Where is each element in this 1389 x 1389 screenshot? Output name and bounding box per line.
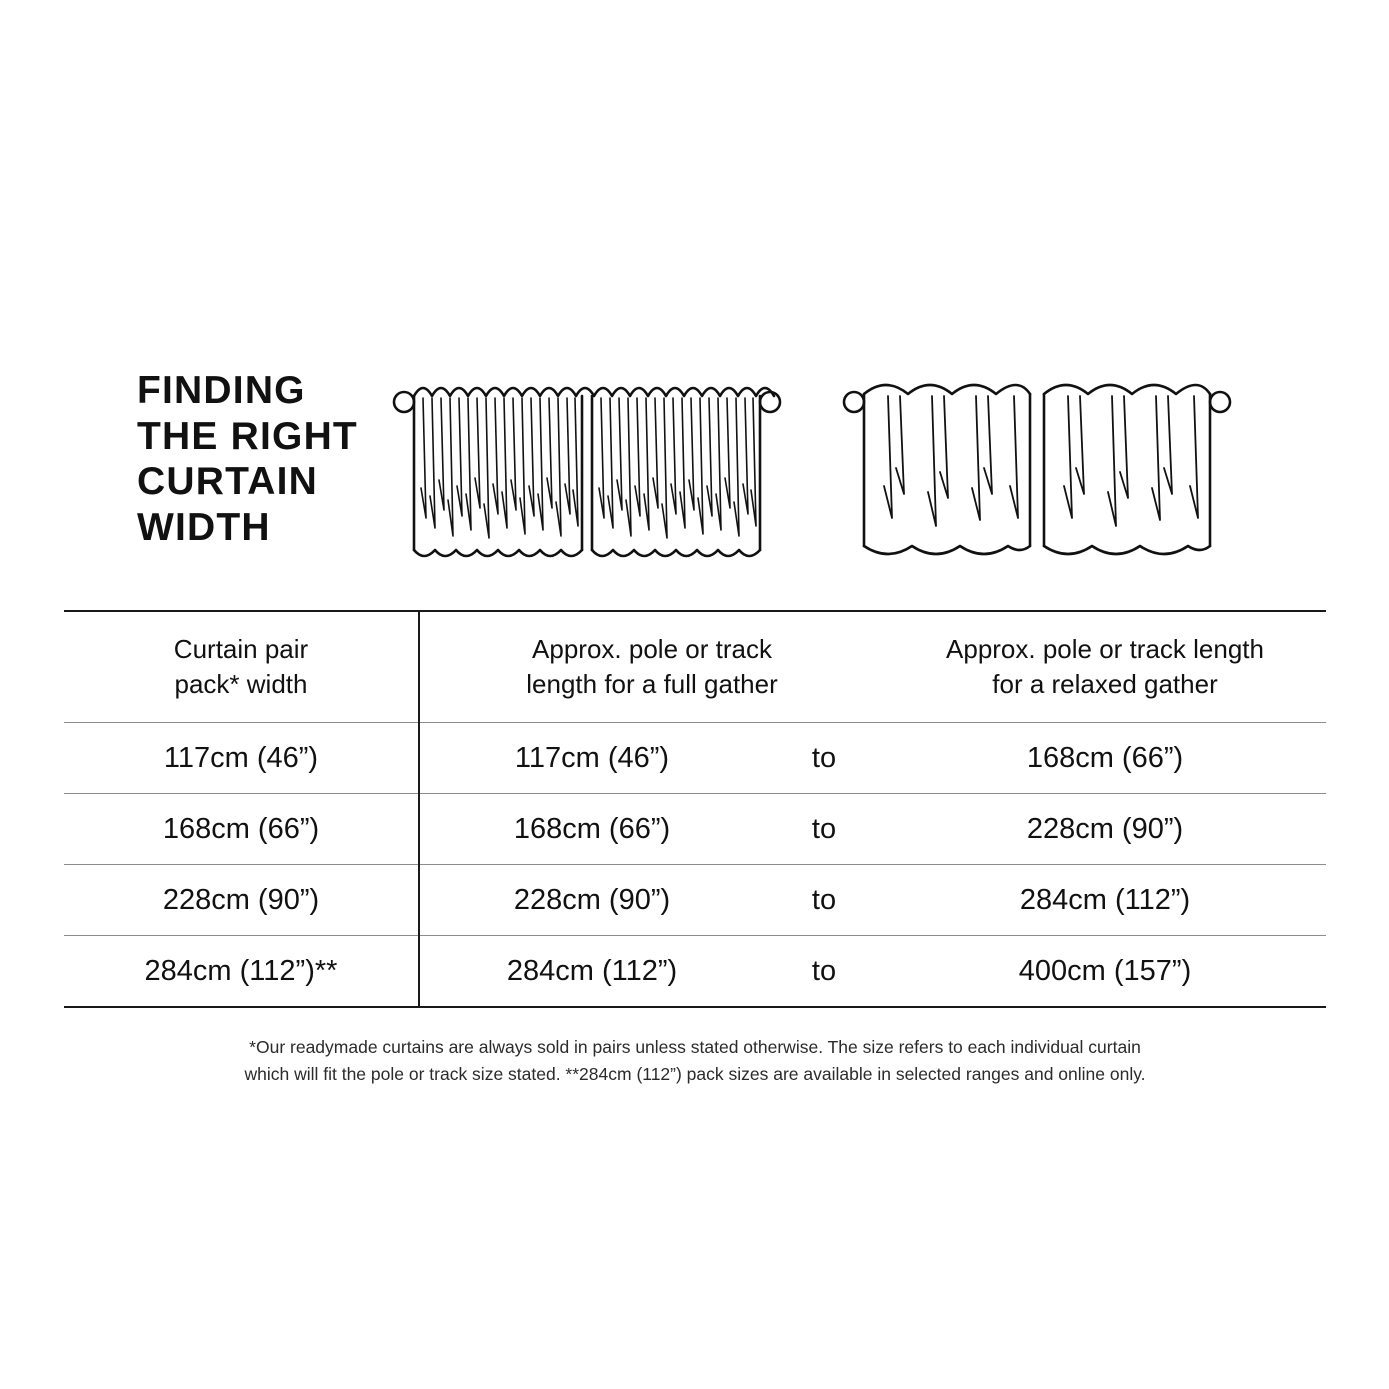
cell-pack-width: 228cm (90”) [64, 865, 419, 936]
page-title [64, 360, 364, 551]
guide-content [64, 360, 1326, 1088]
footnote-line-2: which will fit the pole or track size stated. **284cm (112”) pack sizes are available in selected ranges and online only. [244, 1064, 1146, 1085]
table-row [64, 794, 1326, 865]
column-header-relaxed-gather [884, 611, 1326, 723]
table-row [64, 865, 1326, 936]
illustrations [364, 360, 1326, 583]
page-title-line-3: CURTAIN [137, 460, 318, 504]
cell-pack-width: 168cm (66”) [64, 794, 419, 865]
page-title-line-2: THE RIGHT [137, 414, 358, 458]
table-row [64, 936, 1326, 1008]
column-header-full-gather [419, 611, 884, 723]
cell-full-gather: 117cm (46”) [419, 723, 764, 794]
table-row [64, 723, 1326, 794]
cell-full-gather: 284cm (112”) [419, 936, 764, 1008]
column-header-pack-width-line-2: pack* width [174, 669, 308, 699]
column-header-pack-width-line-1: Curtain pair [173, 633, 309, 664]
page-title-line-4: WIDTH [137, 505, 271, 549]
cell-connector: to [764, 794, 884, 865]
cell-relaxed-gather: 284cm (112”) [884, 865, 1326, 936]
column-header-full-gather-line-2: length for a full gather [526, 669, 778, 699]
column-header-pack-width [64, 611, 419, 723]
guide-header [64, 360, 1326, 610]
cell-full-gather: 168cm (66”) [419, 794, 764, 865]
cell-connector: to [764, 723, 884, 794]
table-header-row [64, 611, 1326, 723]
footnote [64, 1034, 1326, 1088]
cell-relaxed-gather: 168cm (66”) [884, 723, 1326, 794]
full-gather-curtain-illustration [392, 368, 782, 583]
cell-connector: to [764, 865, 884, 936]
cell-relaxed-gather: 228cm (90”) [884, 794, 1326, 865]
cell-pack-width: 284cm (112”)** [64, 936, 419, 1008]
column-header-relaxed-gather-line-2: for a relaxed gather [992, 669, 1218, 699]
curtain-width-table [64, 610, 1326, 1008]
footnote-line-1: *Our readymade curtains are always sold in pairs unless stated otherwise. The size refers to each individual curtain [249, 1037, 1141, 1057]
column-header-full-gather-line-1: Approx. pole or track [532, 633, 772, 664]
cell-relaxed-gather: 400cm (157”) [884, 936, 1326, 1008]
column-header-relaxed-gather-line-1: Approx. pole or track length [946, 633, 1264, 664]
page-title-line-1: FINDING [137, 369, 306, 412]
relaxed-gather-curtain-illustration [842, 368, 1232, 583]
cell-full-gather: 228cm (90”) [419, 865, 764, 936]
cell-pack-width: 117cm (46”) [64, 723, 419, 794]
cell-connector: to [764, 936, 884, 1008]
